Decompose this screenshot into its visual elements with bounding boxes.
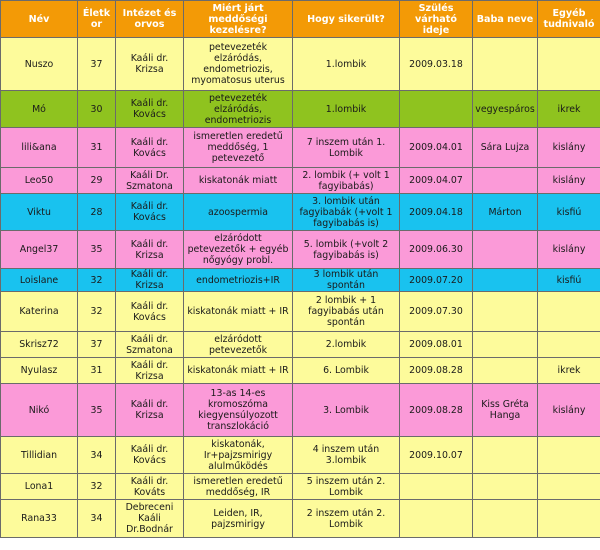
- baby-name-cell: [473, 292, 538, 332]
- table-row: [1, 128, 600, 168]
- age-cell: 31: [78, 128, 116, 168]
- baby-name-cell: [473, 358, 538, 384]
- clinic-cell: Kaáli dr. Krizsa: [116, 269, 184, 292]
- reason-cell: elzáródott petevezetők: [184, 332, 293, 358]
- clinic-cell: Kaáli dr. Krizsa: [116, 38, 184, 91]
- baby-name-cell: [473, 168, 538, 194]
- other-cell: kislány: [538, 384, 600, 437]
- baby-name-cell: Sára Lujza: [473, 128, 538, 168]
- name-cell: Loislane: [1, 269, 78, 292]
- other-cell: kisfiú: [538, 269, 600, 292]
- result-cell: 2.lombik: [293, 332, 400, 358]
- baby-name-cell: [473, 269, 538, 292]
- baby-name-cell: [473, 332, 538, 358]
- other-cell: [538, 500, 600, 538]
- reason-cell: Leiden, IR, pajzsmirigy: [184, 500, 293, 538]
- baby-name-cell: [473, 38, 538, 91]
- clinic-cell: Kaáli Dr. Szmatona: [116, 168, 184, 194]
- due-date-cell: 2009.07.30: [400, 292, 473, 332]
- other-cell: [538, 332, 600, 358]
- header-row: [1, 1, 600, 38]
- name-cell: Nuszo: [1, 38, 78, 91]
- reason-cell: 13-as 14-es kromoszóma kiegyensúlyozott transzlokáció: [184, 384, 293, 437]
- baby-name-cell: Kiss Gréta Hanga: [473, 384, 538, 437]
- name-cell: Tillidian: [1, 437, 78, 474]
- other-cell: [538, 474, 600, 500]
- result-cell: 5 inszem után 2. Lombik: [293, 474, 400, 500]
- reason-cell: azoospermia: [184, 194, 293, 231]
- age-cell: 34: [78, 437, 116, 474]
- baby-name-cell: [473, 231, 538, 269]
- table-row: [1, 292, 600, 332]
- result-cell: 7 inszem után 1. Lombik: [293, 128, 400, 168]
- result-cell: 3 lombik után spontán: [293, 269, 400, 292]
- clinic-cell: Kaáli dr. Szmatona: [116, 332, 184, 358]
- result-cell: 1.lombik: [293, 38, 400, 91]
- due-date-cell: [400, 500, 473, 538]
- header-reason: Miért járt meddőségi kezelésre?: [184, 1, 293, 38]
- baby-name-cell: [473, 437, 538, 474]
- due-date-cell: 2009.08.28: [400, 384, 473, 437]
- other-cell: [538, 437, 600, 474]
- reason-cell: petevezeték elzáródás, endometriozis: [184, 91, 293, 128]
- age-cell: 32: [78, 292, 116, 332]
- baby-name-cell: Márton: [473, 194, 538, 231]
- reason-cell: endometriozis+IR: [184, 269, 293, 292]
- clinic-cell: Kaáli dr. Krizsa: [116, 384, 184, 437]
- name-cell: Rana33: [1, 500, 78, 538]
- table-row: [1, 269, 600, 292]
- other-cell: [538, 292, 600, 332]
- header-name: Név: [1, 1, 78, 38]
- result-cell: 6. Lombik: [293, 358, 400, 384]
- result-cell: 4 inszem után 3.lombik: [293, 437, 400, 474]
- due-date-cell: [400, 474, 473, 500]
- due-date-cell: 2009.10.07: [400, 437, 473, 474]
- result-cell: 2 inszem után 2. Lombik: [293, 500, 400, 538]
- clinic-cell: Kaáli dr. Kovács: [116, 128, 184, 168]
- baby-name-cell: vegyespáros: [473, 91, 538, 128]
- table-row: [1, 194, 600, 231]
- clinic-cell: Kaáli dr. Kovács: [116, 292, 184, 332]
- reason-cell: ismeretlen eredetű meddőség, 1 petevezető: [184, 128, 293, 168]
- other-cell: ikrek: [538, 358, 600, 384]
- age-cell: 34: [78, 500, 116, 538]
- result-cell: 1.lombik: [293, 91, 400, 128]
- baby-name-cell: [473, 474, 538, 500]
- other-cell: kislány: [538, 168, 600, 194]
- table-row: [1, 474, 600, 500]
- age-cell: 30: [78, 91, 116, 128]
- reason-cell: kiskatonák, Ir+pajzsmirigy alulműködés: [184, 437, 293, 474]
- age-cell: 32: [78, 474, 116, 500]
- other-cell: kislány: [538, 231, 600, 269]
- clinic-cell: Kaáli dr. Kovács: [116, 437, 184, 474]
- name-cell: Leo50: [1, 168, 78, 194]
- due-date-cell: 2009.04.01: [400, 128, 473, 168]
- reason-cell: kiskatonák miatt: [184, 168, 293, 194]
- table-row: [1, 38, 600, 91]
- age-cell: 37: [78, 38, 116, 91]
- table-row: [1, 437, 600, 474]
- clinic-cell: Kaáli dr. Kovács: [116, 194, 184, 231]
- result-cell: 2 lombik + 1 fagyibabás után spontán: [293, 292, 400, 332]
- header-due-date: Szülés várható ideje: [400, 1, 473, 38]
- due-date-cell: 2009.06.30: [400, 231, 473, 269]
- due-date-cell: 2009.04.07: [400, 168, 473, 194]
- table-row: [1, 168, 600, 194]
- header-clinic: Intézet és orvos: [116, 1, 184, 38]
- age-cell: 28: [78, 194, 116, 231]
- name-cell: Nyulasz: [1, 358, 78, 384]
- table-row: [1, 332, 600, 358]
- age-cell: 29: [78, 168, 116, 194]
- header-other: Egyéb tudnivaló: [538, 1, 600, 38]
- clinic-cell: Kaáli dr. Krizsa: [116, 358, 184, 384]
- reason-cell: ismeretlen eredetű meddőség, IR: [184, 474, 293, 500]
- name-cell: Nikó: [1, 384, 78, 437]
- name-cell: lili&ana: [1, 128, 78, 168]
- header-age: Életkor: [78, 1, 116, 38]
- due-date-cell: 2009.03.18: [400, 38, 473, 91]
- name-cell: Katerina: [1, 292, 78, 332]
- due-date-cell: 2009.04.18: [400, 194, 473, 231]
- name-cell: Mó: [1, 91, 78, 128]
- due-date-cell: [400, 91, 473, 128]
- other-cell: [538, 38, 600, 91]
- other-cell: kisfiú: [538, 194, 600, 231]
- clinic-cell: Kaáli dr. Krizsa: [116, 231, 184, 269]
- name-cell: Lona1: [1, 474, 78, 500]
- name-cell: Viktu: [1, 194, 78, 231]
- clinic-cell: Kaáli dr. Kováts: [116, 474, 184, 500]
- other-cell: kislány: [538, 128, 600, 168]
- due-date-cell: 2009.08.01: [400, 332, 473, 358]
- header-baby-name: Baba neve: [473, 1, 538, 38]
- reason-cell: petevezeték elzáródás, endometriozis, myomatosus uterus: [184, 38, 293, 91]
- due-date-cell: 2009.07.20: [400, 269, 473, 292]
- other-cell: ikrek: [538, 91, 600, 128]
- result-cell: 3. Lombik: [293, 384, 400, 437]
- table-row: [1, 91, 600, 128]
- result-cell: 5. lombik (+volt 2 fagyibabás is): [293, 231, 400, 269]
- table-row: [1, 231, 600, 269]
- age-cell: 35: [78, 384, 116, 437]
- reason-cell: elzáródott petevezetők + egyéb nőgyógy probl.: [184, 231, 293, 269]
- clinic-cell: Debreceni Kaáli Dr.Bodnár: [116, 500, 184, 538]
- age-cell: 32: [78, 269, 116, 292]
- age-cell: 31: [78, 358, 116, 384]
- result-cell: 3. lombik után fagyibabák (+volt 1 fagyibabás is): [293, 194, 400, 231]
- reason-cell: kiskatonák miatt + IR: [184, 358, 293, 384]
- reason-cell: kiskatonák miatt + IR: [184, 292, 293, 332]
- clinic-cell: Kaáli dr. Kovács: [116, 91, 184, 128]
- table-row: [1, 500, 600, 538]
- table-body: [1, 38, 600, 538]
- age-cell: 37: [78, 332, 116, 358]
- table-row: [1, 384, 600, 437]
- name-cell: Angel37: [1, 231, 78, 269]
- table-row: [1, 358, 600, 384]
- name-cell: Skrisz72: [1, 332, 78, 358]
- result-cell: 2. lombik (+ volt 1 fagyibabás): [293, 168, 400, 194]
- age-cell: 35: [78, 231, 116, 269]
- due-date-cell: 2009.08.28: [400, 358, 473, 384]
- header-result: Hogy sikerült?: [293, 1, 400, 38]
- baby-name-cell: [473, 500, 538, 538]
